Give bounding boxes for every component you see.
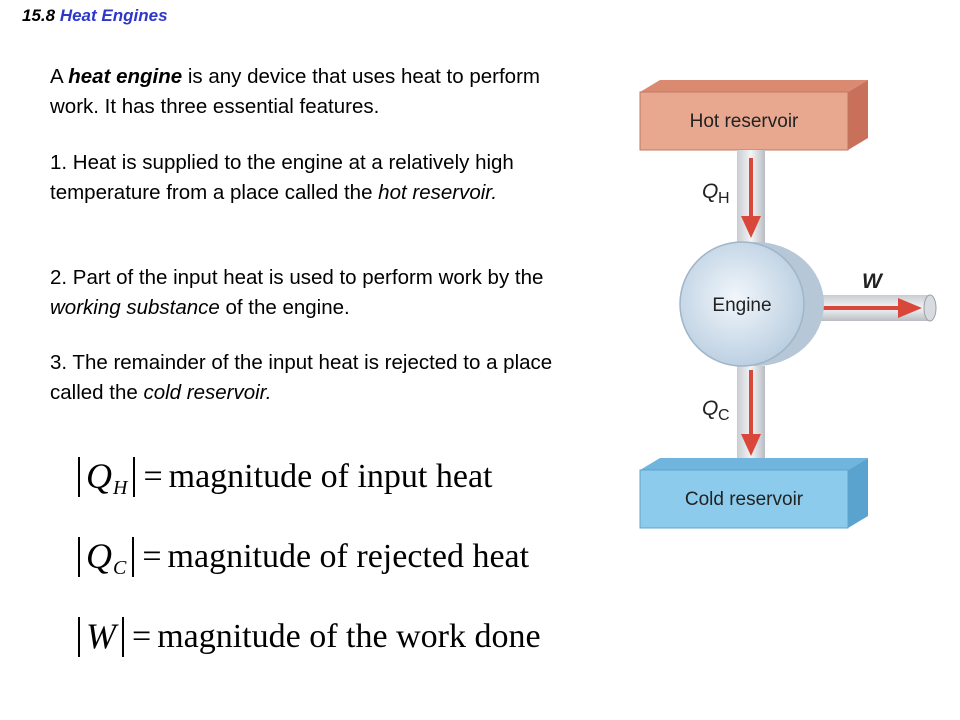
eq3-text: magnitude of the work done (157, 618, 541, 655)
abs-qh (78, 457, 135, 497)
qc-subscript: C (718, 407, 730, 424)
working-substance-term: working substance (50, 296, 220, 319)
intro-paragraph (50, 62, 560, 122)
eq1-equals: = (143, 458, 163, 495)
cold-reservoir-side (848, 458, 868, 528)
feature-1-paragraph (50, 148, 560, 208)
eq3-equals: = (132, 618, 152, 655)
qh-symbol: Q (702, 180, 719, 203)
section-number: 15.8 (22, 6, 56, 25)
feature-3-text: 3. The remainder of the input heat is rejected to a place called the (50, 351, 553, 404)
eq2-symbol: Q (86, 536, 112, 576)
eq2-subscript: C (113, 557, 127, 579)
equation-input-heat (78, 452, 493, 502)
abs-qc (78, 537, 134, 577)
hot-reservoir (640, 80, 868, 150)
work-pipe-end (924, 295, 936, 321)
feature-1-text: 1. Heat is supplied to the engine at a relatively high temperature from a place called the (50, 151, 514, 204)
cold-reservoir-label: Cold reservoir (684, 489, 804, 510)
hot-reservoir-top (640, 80, 868, 92)
intro-text-end: is any device that uses heat to perform work. It has three essential features. (50, 65, 540, 118)
qh-subscript: H (718, 190, 730, 207)
intro-text-start: A (50, 65, 69, 88)
work-label: W (862, 270, 882, 293)
cold-reservoir-top (640, 458, 868, 470)
eq1-text: magnitude of input heat (168, 458, 493, 495)
heat-engine-term: heat engine (68, 65, 183, 88)
hot-reservoir-term: hot reservoir. (378, 181, 498, 204)
eq3-symbol: W (86, 616, 116, 656)
feature-2-paragraph (50, 263, 560, 323)
eq2-text: magnitude of rejected heat (167, 538, 530, 575)
qc-symbol: Q (702, 397, 719, 420)
eq2-equals: = (142, 538, 162, 575)
feature-2-tail: of the engine. (219, 296, 350, 319)
heat-engine-diagram (630, 70, 950, 540)
feature-2-text: 2. Part of the input heat is used to perform work by the (50, 266, 544, 289)
cold-reservoir-term: cold reservoir. (143, 381, 272, 404)
equation-rejected-heat (78, 532, 529, 582)
hot-reservoir-side (848, 80, 868, 150)
eq1-subscript: H (113, 477, 128, 499)
equation-work-done (78, 612, 541, 662)
hot-reservoir-label: Hot reservoir (689, 111, 799, 132)
engine-label: Engine (712, 295, 772, 316)
cold-reservoir (640, 458, 868, 528)
section-title: Heat Engines (59, 6, 168, 25)
engine (680, 242, 824, 366)
section-header (22, 6, 168, 26)
eq1-symbol: Q (86, 456, 112, 496)
abs-w (78, 617, 124, 657)
feature-3-paragraph (50, 348, 560, 408)
